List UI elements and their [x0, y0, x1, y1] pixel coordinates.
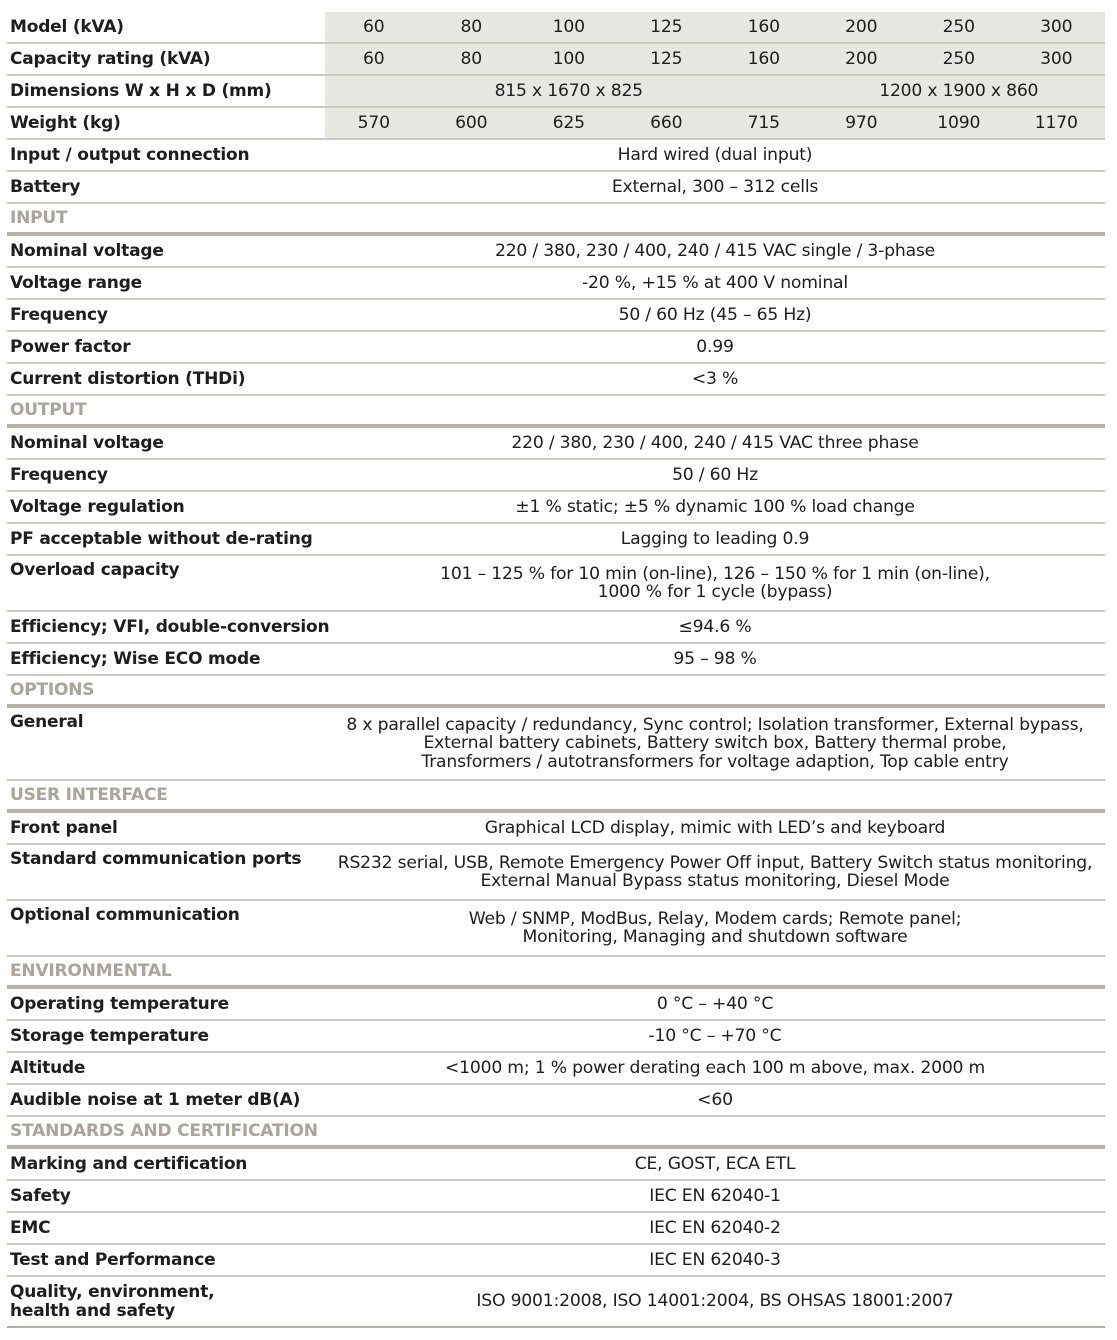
spec-value-line: External Manual Bypass status monitoring, Diesel Mode [480, 871, 950, 891]
spec-label: Marking and certification [7, 1147, 325, 1180]
standards-row [7, 1276, 1105, 1327]
spec-label: Safety [7, 1180, 325, 1212]
options-section-header [7, 675, 1105, 706]
spec-label: Operating temperature [7, 987, 325, 1020]
spec-value [325, 555, 1105, 611]
model-row [7, 12, 1105, 43]
input-row [7, 363, 1105, 395]
output-row [7, 523, 1105, 555]
weight-label: Weight (kg) [7, 107, 325, 139]
output-row [7, 611, 1105, 643]
spec-value: 0.99 [325, 331, 1105, 363]
spec-label: Nominal voltage [7, 234, 325, 267]
battery-value: External, 300 – 312 cells [325, 171, 1105, 203]
output-row [7, 459, 1105, 491]
spec-value: IEC EN 62040-1 [325, 1180, 1105, 1212]
battery-label: Battery [7, 171, 325, 203]
spec-value: 0 °C – +40 °C [325, 987, 1105, 1020]
user-interface-row [7, 900, 1105, 956]
section-title-output: OUTPUT [7, 395, 1105, 426]
capacity-value: 300 [1008, 43, 1106, 75]
weight-value: 570 [325, 107, 423, 139]
dimensions-row [7, 75, 1105, 107]
section-title-options: OPTIONS [7, 675, 1105, 706]
capacity-row [7, 43, 1105, 75]
spec-label: Power factor [7, 331, 325, 363]
spec-value: 220 / 380, 230 / 400, 240 / 415 VAC single / 3-phase [325, 234, 1105, 267]
spec-value-line: RS232 serial, USB, Remote Emergency Power Off input, Battery Switch status monitoring, [337, 852, 1093, 873]
weight-value: 715 [715, 107, 813, 139]
spec-value-line: 101 – 125 % for 10 min (on-line), 126 – 150 % for 1 min (on-line), [440, 563, 990, 584]
spec-value-line: Web / SNMP, ModBus, Relay, Modem cards; Remote panel; [468, 908, 962, 929]
model-label: Model (kVA) [7, 12, 325, 43]
spec-label [7, 1276, 325, 1327]
spec-label: Overload capacity [7, 555, 325, 611]
standards-row [7, 1180, 1105, 1212]
user-interface-row [7, 844, 1105, 900]
spec-value: CE, GOST, ECA ETL [325, 1147, 1105, 1180]
spec-label: Efficiency; VFI, double-conversion [7, 611, 325, 643]
spec-label: Front panel [7, 811, 325, 844]
environmental-section-header [7, 956, 1105, 987]
input-row [7, 299, 1105, 331]
spec-value: IEC EN 62040-2 [325, 1212, 1105, 1244]
options-row [7, 706, 1105, 780]
spec-value-line: 8 x parallel capacity / redundancy, Sync control; Isolation transformer, External bypass, [346, 714, 1084, 735]
spec-value: <60 [325, 1084, 1105, 1116]
spec-label: Current distortion (THDi) [7, 363, 325, 395]
standards-row [7, 1147, 1105, 1180]
spec-value: -20 %, +15 % at 400 V nominal [325, 267, 1105, 299]
spec-table [7, 12, 1105, 1328]
spec-label: General [7, 706, 325, 780]
environmental-row [7, 1020, 1105, 1052]
weight-value: 660 [618, 107, 716, 139]
weight-value: 1170 [1008, 107, 1106, 139]
spec-value-line: External battery cabinets, Battery switch box, Battery thermal probe, [423, 733, 1007, 754]
input-section-header [7, 203, 1105, 234]
battery-row [7, 171, 1105, 203]
spec-value: 220 / 380, 230 / 400, 240 / 415 VAC three phase [325, 426, 1105, 459]
environmental-row [7, 1084, 1105, 1116]
input-row [7, 267, 1105, 299]
spec-label: Nominal voltage [7, 426, 325, 459]
spec-label: EMC [7, 1212, 325, 1244]
input-row [7, 331, 1105, 363]
output-row [7, 491, 1105, 523]
user-interface-section-header [7, 780, 1105, 811]
spec-label: Optional communication [7, 900, 325, 956]
capacity-value: 80 [423, 43, 521, 75]
spec-value: <1000 m; 1 % power derating each 100 m above, max. 2000 m [325, 1052, 1105, 1084]
model-value: 125 [618, 12, 716, 43]
weight-value: 600 [423, 107, 521, 139]
user-interface-row [7, 811, 1105, 844]
spec-label: Test and Performance [7, 1244, 325, 1276]
spec-label: Audible noise at 1 meter dB(A) [7, 1084, 325, 1116]
dimensions-large-value: 1200 x 1900 x 860 [813, 75, 1106, 107]
standards-row [7, 1212, 1105, 1244]
output-section-header [7, 395, 1105, 426]
spec-value: ISO 9001:2008, ISO 14001:2004, BS OHSAS 18001:2007 [325, 1276, 1105, 1327]
spec-label: Voltage range [7, 267, 325, 299]
output-row [7, 426, 1105, 459]
dimensions-small-value: 815 x 1670 x 825 [325, 75, 813, 107]
spec-label-line: health and safety [10, 1300, 176, 1321]
spec-value: ±1 % static; ±5 % dynamic 100 % load change [325, 491, 1105, 523]
spec-sheet [7, 12, 1105, 1328]
weight-value: 1090 [910, 107, 1008, 139]
spec-label: Standard communication ports [7, 844, 325, 900]
spec-label: Frequency [7, 299, 325, 331]
spec-value-line: Transformers / autotransformers for voltage adaption, Top cable entry [421, 751, 1009, 772]
spec-value: IEC EN 62040-3 [325, 1244, 1105, 1276]
section-title-user-interface: USER INTERFACE [7, 780, 1105, 811]
input-row [7, 234, 1105, 267]
capacity-value: 160 [715, 43, 813, 75]
standards-section-header [7, 1116, 1105, 1147]
model-value: 300 [1008, 12, 1106, 43]
spec-value: -10 °C – +70 °C [325, 1020, 1105, 1052]
weight-row [7, 107, 1105, 139]
spec-value [325, 706, 1105, 780]
capacity-label: Capacity rating (kVA) [7, 43, 325, 75]
spec-label: Frequency [7, 459, 325, 491]
spec-value: Lagging to leading 0.9 [325, 523, 1105, 555]
capacity-value: 250 [910, 43, 1008, 75]
connection-value: Hard wired (dual input) [325, 139, 1105, 171]
section-title-standards: STANDARDS AND CERTIFICATION [7, 1116, 1105, 1147]
section-title-environmental: ENVIRONMENTAL [7, 956, 1105, 987]
spec-label: Storage temperature [7, 1020, 325, 1052]
standards-row [7, 1244, 1105, 1276]
capacity-value: 125 [618, 43, 716, 75]
connection-label: Input / output connection [7, 139, 325, 171]
weight-value: 970 [813, 107, 911, 139]
capacity-value: 100 [520, 43, 618, 75]
model-value: 200 [813, 12, 911, 43]
environmental-row [7, 1052, 1105, 1084]
dimensions-label: Dimensions W x H x D (mm) [7, 75, 325, 107]
model-value: 60 [325, 12, 423, 43]
spec-value [325, 844, 1105, 900]
environmental-row [7, 987, 1105, 1020]
model-value: 250 [910, 12, 1008, 43]
spec-label-line: Quality, environment, [10, 1282, 215, 1302]
weight-value: 625 [520, 107, 618, 139]
spec-value: 50 / 60 Hz (45 – 65 Hz) [325, 299, 1105, 331]
spec-value [325, 900, 1105, 956]
connection-row [7, 139, 1105, 171]
model-value: 80 [423, 12, 521, 43]
model-value: 160 [715, 12, 813, 43]
output-row [7, 555, 1105, 611]
spec-label: Altitude [7, 1052, 325, 1084]
spec-label: PF acceptable without de-rating [7, 523, 325, 555]
spec-value: ≤94.6 % [325, 611, 1105, 643]
spec-label: Efficiency; Wise ECO mode [7, 643, 325, 675]
section-title-input: INPUT [7, 203, 1105, 234]
spec-value: <3 % [325, 363, 1105, 395]
spec-label: Voltage regulation [7, 491, 325, 523]
spec-value: 50 / 60 Hz [325, 459, 1105, 491]
model-value: 100 [520, 12, 618, 43]
spec-value-line: Monitoring, Managing and shutdown software [522, 927, 908, 947]
spec-value: 95 – 98 % [325, 643, 1105, 675]
spec-value: Graphical LCD display, mimic with LED’s and keyboard [325, 811, 1105, 844]
capacity-value: 200 [813, 43, 911, 75]
capacity-value: 60 [325, 43, 423, 75]
output-row [7, 643, 1105, 675]
spec-value-line: 1000 % for 1 cycle (bypass) [597, 582, 833, 602]
